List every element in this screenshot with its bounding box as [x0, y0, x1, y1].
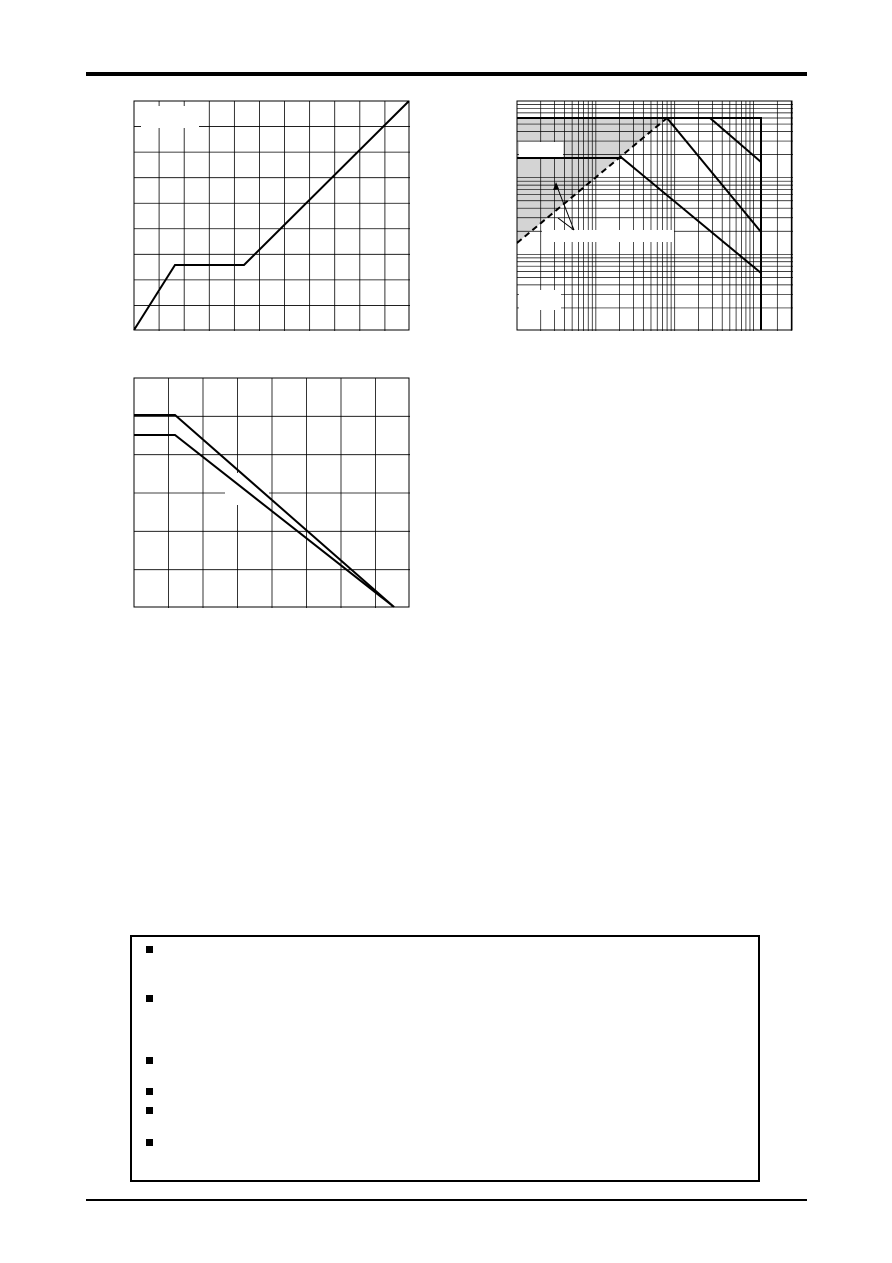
square-bullet-icon [146, 1088, 153, 1095]
square-bullet-icon [146, 995, 153, 1002]
graph-a-grid [134, 101, 410, 331]
graph-c-label-mask-1 [137, 381, 167, 413]
graph-c-curve-1 [134, 415, 394, 607]
graph-c [133, 377, 411, 609]
graph-a-curve [134, 101, 409, 330]
graph-b-label-mask-1 [519, 142, 563, 158]
square-bullet-icon [146, 946, 153, 953]
graph-a [133, 100, 411, 332]
graph-a-label-mask [141, 106, 199, 128]
graph-b [516, 100, 794, 332]
square-bullet-icon [146, 1107, 153, 1114]
square-bullet-icon [146, 1057, 153, 1064]
footer-rule [86, 1199, 807, 1201]
graph-b-curve-2 [667, 118, 761, 232]
notice-box [130, 935, 760, 1182]
graph-b-label-mask-2 [542, 230, 674, 242]
graph-a-frame [134, 101, 409, 330]
graph-c-curve-2 [134, 435, 394, 607]
graph-b-label-mask-3 [519, 290, 561, 310]
graph-c-grid [134, 378, 410, 608]
square-bullet-icon [146, 1139, 153, 1146]
header-rule [86, 72, 807, 76]
graph-c-frame [134, 378, 409, 607]
